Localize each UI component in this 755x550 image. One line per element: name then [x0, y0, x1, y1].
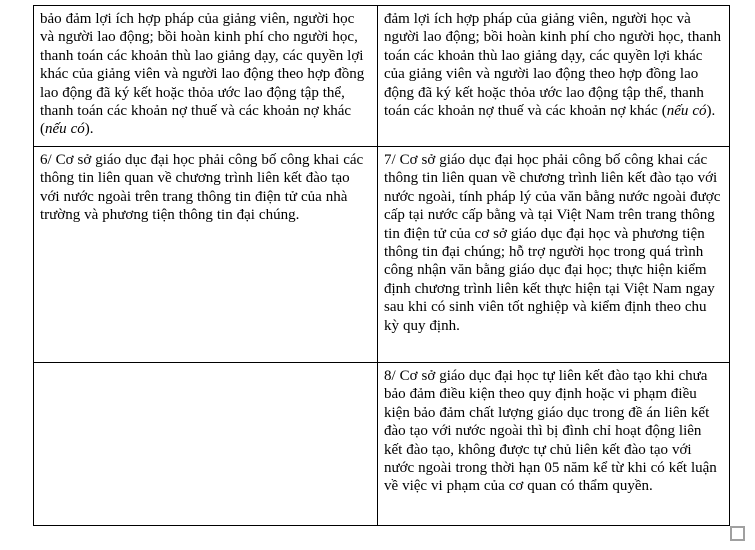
- table-cell-right-clause-7[interactable]: [378, 147, 730, 363]
- table-row: [34, 363, 730, 526]
- cell-text: ).: [706, 103, 716, 120]
- cell-text: đảm lợi ích hợp pháp của giảng viên, người học và người lao động; bồi hoàn kinh phí cho người học, thanh toán các khoản thù lao giảng dạy, các quyền lợi khác của giảng viên và người lao động theo hợp đồng lao động đã ký kết hoặc thỏa ước lao động tập thể, thanh toán các khoản nợ thuế và các khoản nợ khác (: [384, 11, 722, 120]
- cell-text: 6/ Cơ sở giáo dục đại học phải công bố công khai các thông tin liên quan về chương trình liên kết đào tạo với nước ngoài trên trang thông tin điện tử của nhà trường và phương tiện thông tin đại chúng.: [40, 152, 364, 224]
- table-resize-handle[interactable]: [730, 526, 745, 541]
- cell-text: ).: [84, 121, 94, 138]
- cell-text-italic: nếu có: [45, 121, 85, 138]
- table-row: [34, 6, 730, 147]
- table-cell-left-clause-6[interactable]: [34, 147, 378, 363]
- table-cell-right-clause-8[interactable]: [378, 363, 730, 526]
- table-cell-right-obligations[interactable]: [378, 6, 730, 147]
- cell-text: 7/ Cơ sở giáo dục đại học phải công bố công khai các thông tin liên quan về chương trình liên kết đào tạo với nước ngoài, tính pháp lý của văn bằng nước ngoài được cấp tại nước cấp bằng và tại Việt Nam trên trang thông tin điện tử của cơ sở giáo dục đại học và phương tiện thông tin đại chúng; hỗ trợ người học trong quá trình công nhận văn bằng giáo dục đại học; thực hiện kiểm định chương trình liên kết thực hiện tại Việt Nam ngay sau khi có sinh viên tốt nghiệp và kiểm định theo chu kỳ quy định.: [384, 152, 721, 334]
- table-cell-left-empty[interactable]: [34, 363, 378, 526]
- cell-text: bảo đảm lợi ích hợp pháp của giảng viên, người học và người lao động; bồi hoàn kinh phí cho người học, thanh toán các khoản thù lao giảng dạy, các quyền lợi khác của giảng viên và người lao động theo hợp đồng lao động đã ký kết hoặc thỏa ước lao động tập thể, thanh toán các khoản nợ thuế và các khoản nợ khác (: [40, 11, 365, 138]
- cell-text: 8/ Cơ sở giáo dục đại học tự liên kết đào tạo khi chưa bảo đảm điều kiện theo quy định hoặc vi phạm điều kiện bảo đảm chất lượng giáo dục trong đề án liên kết đào tạo với nước ngoài thì bị đình chỉ hoạt động liên kết đào tạo, không được tự chủ liên kết đào tạo với nước ngoài trong thời hạn 05 năm kể từ khi có kết luận về việc vi phạm của cơ quan có thẩm quyền.: [384, 368, 717, 495]
- table-row: [34, 147, 730, 363]
- table-cell-left-obligations[interactable]: [34, 6, 378, 147]
- document-table: [33, 5, 730, 526]
- cell-text-italic: nếu có: [666, 103, 707, 120]
